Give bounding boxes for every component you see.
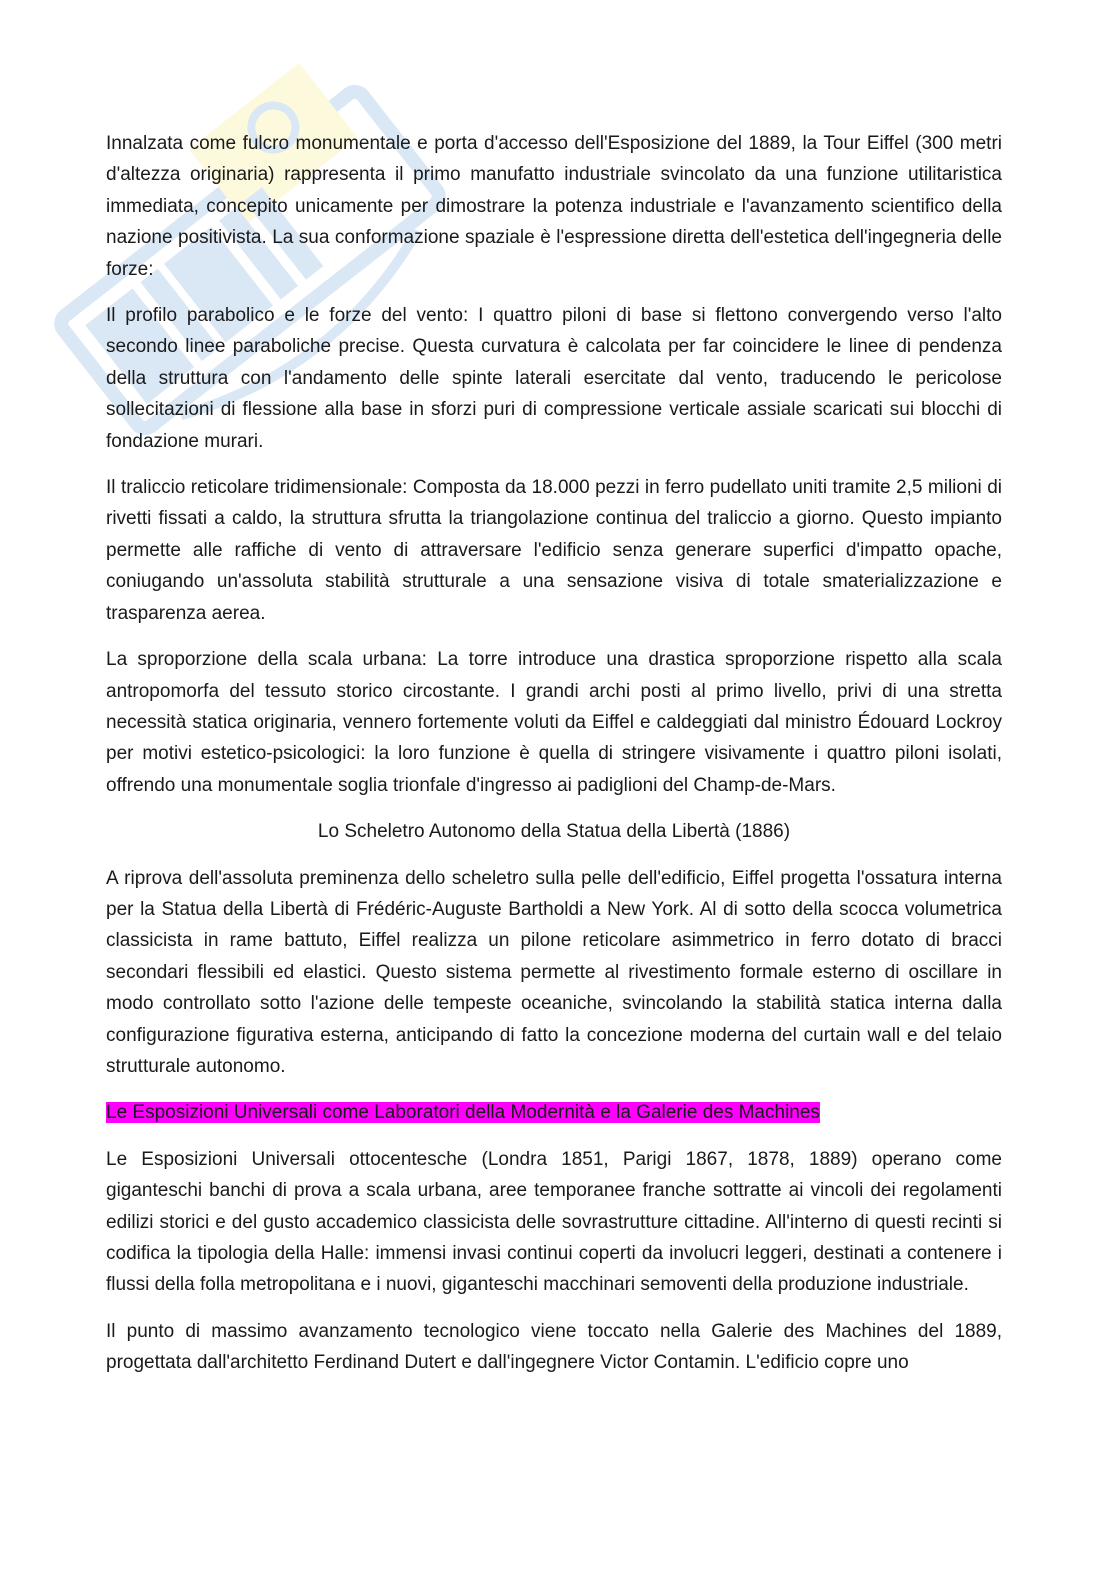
section-heading-statue-of-liberty: Lo Scheletro Autonomo della Statua della Libertà (1886) [317,821,791,843]
paragraph-parabolic-profile: Il profilo parabolico e le forze del vento: I quattro piloni di base si flettono convergendo verso l'alto secondo linee paraboliche precise. Questa curvatura è calcolata per far coincidere le linee di pendenza della struttura con l'andamento delle spinte laterali esercitate dal vento, traducendo le pericolose sollecitazioni di flessione alla base in sforzi puri di compressione verticale assiale scaricati sui blocchi di fondazione murari. [106,305,1002,452]
section-heading-esposizioni: Le Esposizioni Universali come Laboratori della Modernità e la Galerie des Machines [106,1102,820,1124]
paragraph-urban-scale: La sproporzione della scala urbana: La torre introduce una drastica sproporzione rispetto alla scala antropomorfa del tessuto storico circostante. I grandi archi posti al primo livello, privi di una stretta necessità statica originaria, vennero fortemente voluti da Eiffel e caldeggiati dal ministro Édouard Lockroy per motivi estetico-psicologici: la loro funzione è quella di stringere visivamente i quattro piloni isolati, offrendo una monumentale soglia trionfale d'ingresso ai padiglioni del Champ-de-Mars. [106,649,1002,796]
paragraph-statue-of-liberty: A riprova dell'assoluta preminenza dello scheletro sulla pelle dell'edificio, Eiffel progetta l'ossatura interna per la Statua della Libertà di Frédéric-Auguste Bartholdi a New York. Al di sotto della scocca volumetrica classicista in rame battuto, Eiffel realizza un pilone reticolare asimmetrico in ferro dotato di bracci secondari flessibili ed elastici. Questo sistema permette al rivestimento formale esterno di oscillare in modo controllato sotto l'azione delle tempeste oceaniche, svincolando la stabilità statica interna dalla configurazione figurativa esterna, anticipando di fatto la concezione moderna del curtain wall e del telaio strutturale autonomo. [106,867,1002,1077]
paragraph-esposizioni: Le Esposizioni Universali ottocentesche (Londra 1851, Parigi 1867, 1878, 1889) operano come giganteschi banchi di prova a scala urbana, aree temporanee franche sottratte ai vincoli dei regolamenti edilizi storici e del gusto accademico classicista delle sovrastrutture cittadine. All'interno di questi recinti si codifica la tipologia della Halle: immensi invasi continui coperti da involucri leggeri, destinati a contenere i flussi della folla metropolitana e i nuovi, giganteschi macchinari semoventi della produzione industriale. [106,1148,1002,1296]
document-body [106,128,1002,1394]
paragraph-galerie-des-machines: Il punto di massimo avanzamento tecnologico viene toccato nella Galerie des Machines del 1889, progettata dall'architetto Ferdinand Dutert e dall'ingegnere Victor Contamin. L'edificio copre uno [106,1320,1002,1374]
paragraph-lattice: Il traliccio reticolare tridimensionale: Composta da 18.000 pezzi in ferro pudellato uniti tramite 2,5 milioni di rivetti fissati a caldo, la struttura sfrutta la triangolazione continua del traliccio a giorno. Questo impianto permette alle raffiche di vento di attraversare l'edificio senza generare superfici d'impatto opache, coniugando un'assoluta stabilità strutturale a una sensazione visiva di totale smaterializzazione e trasparenza aerea. [106,477,1002,624]
highlighted-heading-paragraph [106,1097,1002,1128]
paragraph-intro: Innalzata come fulcro monumentale e porta d'accesso dell'Esposizione del 1889, la Tour Eiffel (300 metri d'altezza originaria) rappresenta il primo manufatto industriale svincolato da una funzione utilitaristica immediata, concepito unicamente per dimostrare la potenza industriale e l'avanzamento scientifico della nazione positivista. La sua conformazione spaziale è l'espressione diretta dell'estetica dell'ingegneria delle forze: [106,133,1002,280]
